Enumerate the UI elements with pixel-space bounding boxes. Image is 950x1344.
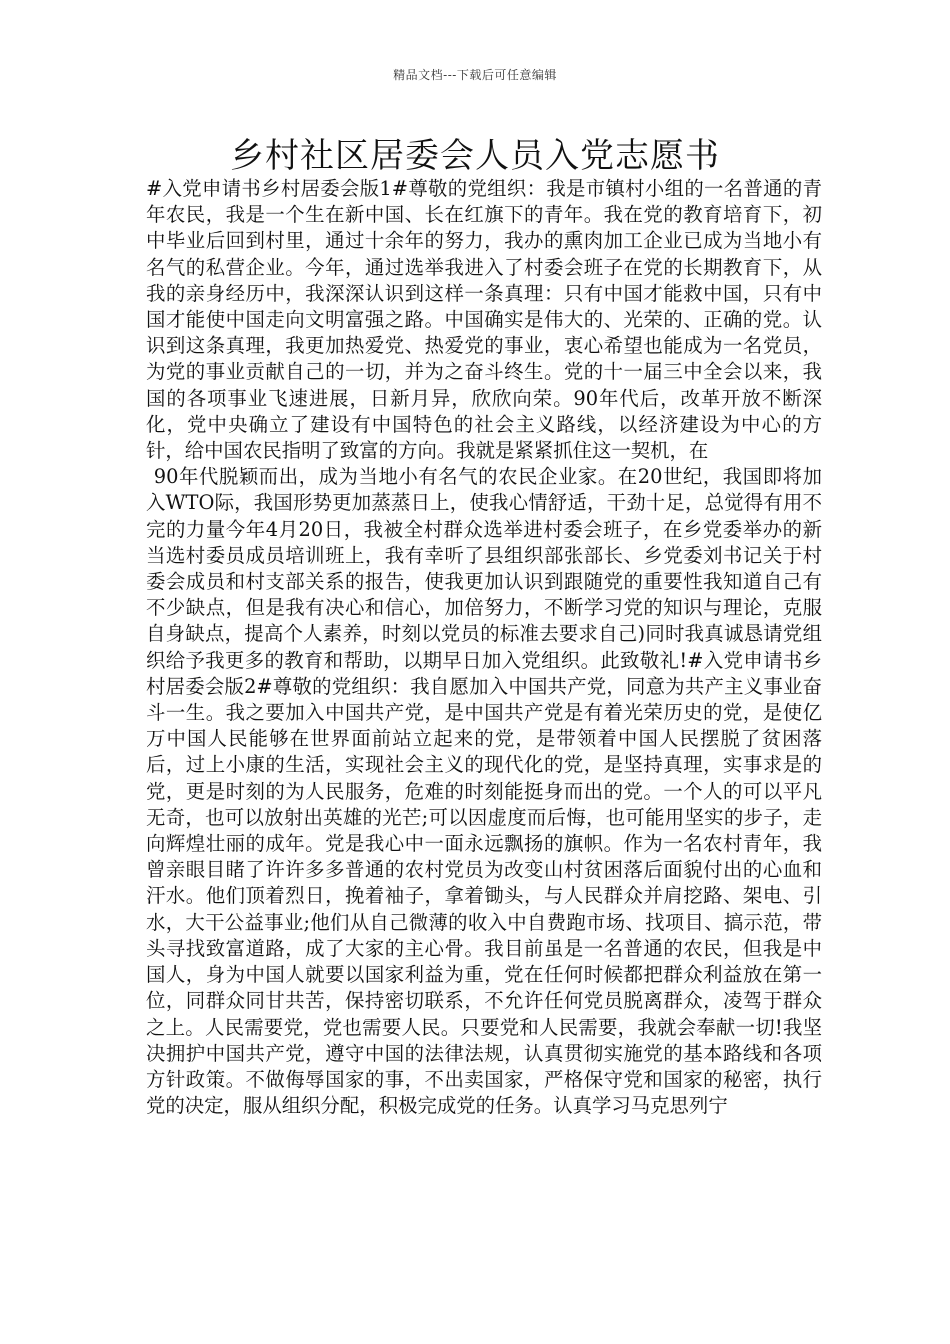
page-header-note: 精品文档---下载后可任意编辑 <box>393 68 557 82</box>
document-title: 乡村社区居委会人员入党志愿书 <box>230 136 720 176</box>
body-paragraph-1: #入党申请书乡村居委会版1#尊敬的党组织：我是市镇村小组的一名普通的青年农民，我是一个生在新中国、长在红旗下的青年。我在党的教育培育下，初中毕业后回到村里，通过十余年的努力，我办的熏肉加工企业已成为当地小有名气的私营企业。今年，通过选举我进入了村委会班子在党的长期教育下，从我的亲身经历中，我深深认识到这样一条真理：只有中国才能救中国，只有中国才能使中国走向文明富强之路。中国确实是伟大的、光荣的、正确的党。认识到这条真理，我更加热爱党、热爱党的事业，衷心希望也能成为一名党员，为党的事业贡献自己的一切，并为之奋斗终生。党的十一届三中全会以来，我国的各项事业飞速进展，日新月异，欣欣向荣。90年代后，改革开放不断深化，党中央确立了建设有中国特色的社会主义路线，以经济建设为中心的方针，给中国农民指明了致富的方向。我就是紧紧抓住这一契机，在 <box>146 177 822 463</box>
body-paragraph-2: 90年代脱颖而出，成为当地小有名气的农民企业家。在20世纪，我国即将加入WTO际，我国形势更加蒸蒸日上，使我心情舒适，干劲十足，总觉得有用不完的力量今年4月20日，我被全村群众选举进村委会班子，在乡党委举办的新当选村委员成员培训班上，我有幸听了县组织部张部长、乡党委刘书记关于村委会成员和村支部关系的报告，使我更加认识到跟随党的重要性我知道自己有不少缺点，但是我有决心和信心，加倍努力，不断学习党的知识与理论，克服自身缺点，提高个人素养，时刻以党员的标准去要求自己)同时我真诚恳请党组织给予我更多的教育和帮助，以期早日加入党组织。此致敬礼!#入党申请书乡村居委会版2#尊敬的党组织：我自愿加入中国共产党，同意为共产主义事业奋斗一生。我之要加入中国共产党，是中国共产党是有着光荣历史的党，是使亿万中国人民能够在世界面前站立起来的党，是带领着中国人民摆脱了贫困落后，过上小康的生活，实现社会主义的现代化的党，是坚持真理，实事求是的党，更是时刻的为人民服务，危难的时刻能挺身而出的党。一个人的可以平凡无奇，也可以放射出英雄的光芒;可以因虚度而后悔，也可能用坚实的步子，走向辉煌壮丽的成年。党是我心中一面永远飘扬的旗帜。作为一名农村青年，我曾亲眼目睹了许许多多普通的农村党员为改变山村贫困落后面貌付出的心血和汗水。他们顶着烈日，挽着袖子，拿着锄头，与人民群众并肩挖路、架电、引水，大干公益事业;他们从自己微薄的收入中自费跑市场、找项目、搞示范，带头寻找致富道路，成了大家的主心骨。我目前虽是一名普通的农民，但我是中国人，身为中国人就要以国家利益为重，党在任何时候都把群众利益放在第一位，同群众同甘共苦，保持密切联系，不允许任何党员脱离群众，凌驾于群众之上。人民需要党，党也需要人民。只要党和人民需要，我就会奉献一切!我坚决拥护中国共产党，遵守中国的法律法规，认真贯彻实施党的基本路线和各项方针政策。不做侮辱国家的事，不出卖国家，严格保守党和国家的秘密，执行党的决定，服从组织分配，积极完成党的任务。认真学习马克思列宁 <box>146 465 822 1118</box>
document-body <box>146 176 822 1119</box>
